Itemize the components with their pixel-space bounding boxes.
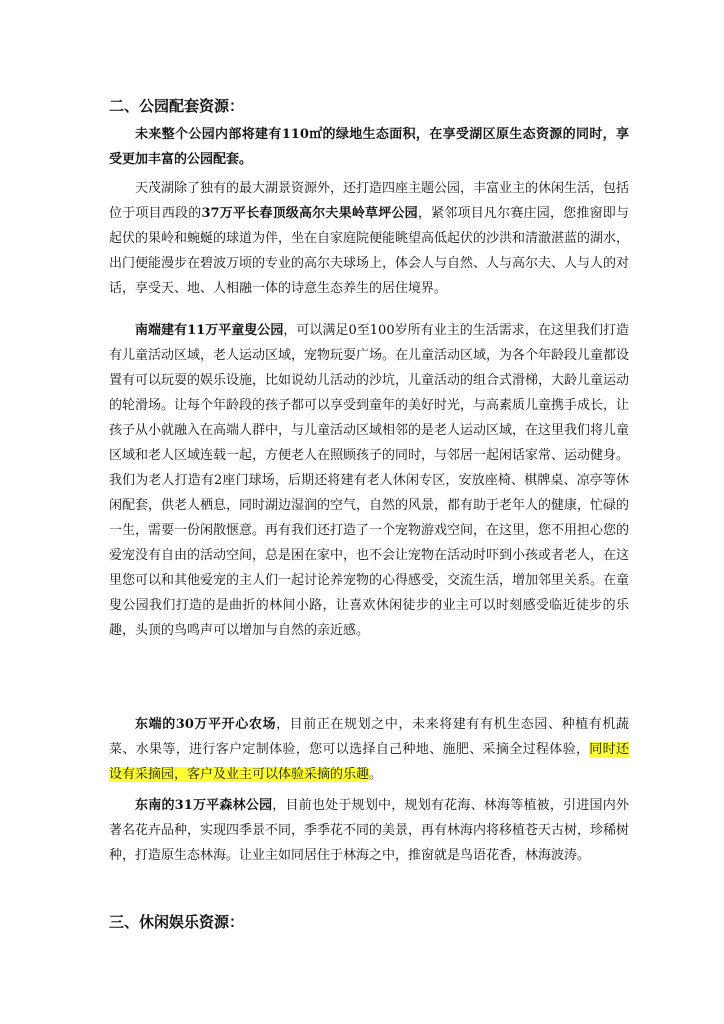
happy-farm-text: ，目前正在规划之中，未来将建有有机生态园、种植有机蔬菜、水果等，进行客户定制体验，您可以选择自己种地、施肥、采摘全过程体验， xyxy=(109,717,629,757)
happy-farm-paragraph xyxy=(109,712,629,787)
golf-park-name: 37万平长春顶级高尔夫果岭草坪公园 xyxy=(201,206,418,221)
golf-park-paragraph xyxy=(109,176,629,301)
forest-park-name: 东南的31万平森林公园 xyxy=(135,798,273,813)
golf-park-text-a: 天茂湖除了独有的最大湖景资源外，还打造四座主题公园，丰富业主的休闲生活，包括位于项目西段的 xyxy=(109,181,630,221)
kids-elderly-park-text: ，可以满足0至100岁所有业主的生活需求，在这里我们打造有儿童活动区域，老人运动区域，宠物玩耍广场。在儿童活动区域，为各个年龄段儿童都设置有可以玩耍的娱乐设施，比如说幼儿活动的沙坑，儿童活动的组合式滑梯，大龄儿童运动的轮滑场。让每个年龄段的孩子都可以享受到童年的美好时光，与高素质儿童携手成长，让孩子从小就融入在高端人群中，与儿童活动区域相邻的是老人运动区域，在这里我们将儿童区域和老人区域连载一起，方便老人在照顾孩子的同时，与邻居一起闲话家常、运动健身。我们为老人打造有2座门球场，后期还将建有老人休闲专区，安放座椅、棋牌桌、凉亭等休闲配套，供老人栖息，同时湖边湿润的空气，自然的风景，都有助于老年人的健康，忙碌的一生，需要一份闲散惬意。再有我们还打造了一个宠物游戏空间，在这里，您不用担心您的爱宠没有自由的活动空间，总是困在家中，也不会让宠物在活动时吓到小孩或者老人，在这里您可以和其他爱宠的主人们一起讨论养宠物的心得感受，交流生活，增加邻里关系。在童叟公园我们打造的是曲折的林间小路，让喜欢休闲徒步的业主可以时刻感受临近徒步的乐趣，头顶的鸟鸣声可以增加与自然的亲近感。 xyxy=(109,323,630,638)
section-heading-park-facilities: 二、公园配套资源： xyxy=(109,97,245,115)
kids-elderly-park-name: 南端建有11万平童叟公园 xyxy=(135,323,284,338)
happy-farm-name: 东端的30万平开心农场 xyxy=(135,717,277,732)
forest-park-text: ，目前也处于规划中，规划有花海、林海等植被，引进国内外著名花卉品种，实现四季景不同，季季花不同的美景，再有林海内将移植苍天古树，珍稀树种，打造原生态林海。让业主如同居住于林海之中，推窗就是鸟语花香，林海波涛。 xyxy=(109,798,630,863)
happy-farm-end: 。 xyxy=(369,767,383,782)
section-heading-leisure: 三、休闲娱乐资源： xyxy=(109,913,245,931)
forest-park-paragraph xyxy=(109,793,629,868)
kids-elderly-park-paragraph xyxy=(109,318,629,643)
intro-paragraph: 未来整个公园内部将建有110㎡的绿地生态面积，在享受湖区原生态资源的同时，享受更加丰富的公园配套。 xyxy=(109,127,629,167)
picking-garden-highlight: 同时还设有采摘园，客户及业主可以体验采摘的乐趣 xyxy=(109,742,629,782)
golf-park-text-b: ，紧邻项目凡尔赛庄园，您推窗即与起伏的果岭和蜿蜒的球道为伴，坐在自家庭院便能眺望高低起伏的沙洪和清澈湛蓝的湖水，出门便能漫步在碧波万顷的专业的高尔夫球场上，体会人与自然、人与高尔夫、人与人的对话，享受天、地、人相融一体的诗意生态养生的居住境界。 xyxy=(109,206,630,296)
